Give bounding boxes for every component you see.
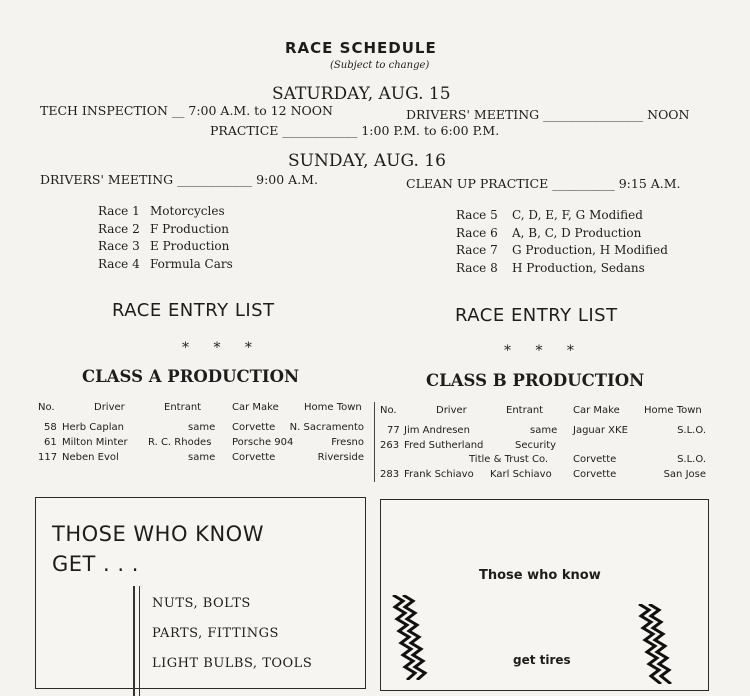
col-driver: Driver (94, 402, 125, 413)
table-row: 117 Neben Evol same Corvette Riverside (38, 452, 364, 463)
cleanup-practice-time: 9:15 A.M. (618, 176, 681, 191)
list-item: Race 1 Motorcycles (98, 204, 225, 218)
ad-left-item: PARTS, FITTINGS (152, 626, 279, 641)
sat-drivers-meeting-leader: ________________ (543, 107, 644, 122)
schedule-title: RACE SCHEDULE (285, 39, 437, 57)
cleanup-practice-line (406, 176, 681, 191)
table-header-left (38, 402, 368, 416)
list-item: Race 7 G Production, H Modified (456, 243, 668, 257)
table-row: 77 Jim Andresen same Jaguar XKE S.L.O. (387, 425, 706, 436)
race-list-left (98, 203, 233, 273)
ad-left-item: NUTS, BOLTS (152, 596, 251, 611)
column-divider (374, 402, 375, 482)
sun-drivers-meeting-label: DRIVERS' MEETING (40, 172, 174, 187)
col-home-town: Home Town (304, 402, 362, 413)
cleanup-practice-leader: __________ (552, 176, 615, 191)
tire-tread-right-icon (635, 604, 675, 684)
list-item: Race 8 H Production, Sedans (456, 260, 645, 275)
race-list-right (456, 207, 668, 277)
class-a-heading: CLASS A PRODUCTION (82, 367, 300, 386)
col-entrant: Entrant (506, 405, 544, 416)
col-no: No. (38, 402, 55, 413)
saturday-heading: SATURDAY, AUG. 15 (272, 84, 451, 104)
sun-drivers-meeting-leader: ____________ (177, 172, 253, 187)
stars-left: * * * (182, 340, 262, 356)
ad-box-left (35, 497, 366, 689)
list-item: Race 2 F Production (98, 221, 229, 236)
sat-drivers-meeting-line (406, 107, 690, 122)
cleanup-practice-label: CLEAN UP PRACTICE (406, 176, 549, 191)
schedule-subtitle: (Subject to change) (330, 60, 430, 71)
stars-right: * * * (504, 343, 584, 359)
col-driver: Driver (436, 405, 467, 416)
practice-label: PRACTICE (210, 123, 279, 138)
col-home-town: Home Town (644, 405, 702, 416)
list-item: Race 5 C, D, E, F, G Modified (456, 208, 643, 222)
tech-inspection-leader: __ (171, 103, 185, 118)
sun-drivers-meeting-line (40, 172, 318, 187)
practice-time: 1:00 P.M. to 6:00 P.M. (361, 123, 500, 138)
entry-list-heading-left: RACE ENTRY LIST (112, 300, 275, 321)
table-row: 283 Frank Schiavo Karl Schiavo Corvette San Jose (380, 469, 706, 480)
ad-right-headline: Those who know (479, 568, 601, 583)
class-b-heading: CLASS B PRODUCTION (426, 371, 645, 390)
ad-left-subline: GET . . . (52, 552, 139, 576)
ad-left-rule-1 (133, 586, 135, 696)
table-row: Title & Trust Co. Corvette S.L.O. (469, 454, 706, 465)
table-row: 58 Herb Caplan same Corvette N. Sacramento (44, 422, 364, 433)
ad-left-item: LIGHT BULBS, TOOLS (152, 656, 313, 671)
practice-leader: ____________ (282, 123, 358, 138)
tech-inspection-time: 7:00 A.M. to 12 NOON (188, 103, 333, 118)
table-header-right (380, 405, 710, 419)
entry-list-heading-right: RACE ENTRY LIST (455, 305, 618, 326)
col-car-make: Car Make (573, 405, 620, 416)
ad-left-headline: THOSE WHO KNOW (52, 522, 264, 546)
sat-drivers-meeting-time: NOON (647, 107, 690, 122)
list-item: Race 6 A, B, C, D Production (456, 225, 642, 240)
sat-drivers-meeting-label: DRIVERS' MEETING (406, 107, 540, 122)
col-car-make: Car Make (232, 402, 279, 413)
practice-line (210, 123, 499, 138)
ad-box-right (380, 499, 709, 691)
list-item: Race 4 Formula Cars (98, 256, 233, 271)
sun-drivers-meeting-time: 9:00 A.M. (256, 172, 318, 187)
col-no: No. (380, 405, 397, 416)
ad-right-subline: get tires (513, 653, 571, 667)
ad-left-rule-2 (139, 586, 140, 696)
table-row: 61 Milton Minter R. C. Rhodes Porsche 904 Fresno (44, 437, 364, 448)
tire-tread-left-icon (389, 595, 429, 680)
list-item: Race 3 E Production (98, 239, 230, 253)
col-entrant: Entrant (164, 402, 202, 413)
tech-inspection-label: TECH INSPECTION (40, 103, 168, 118)
sunday-heading: SUNDAY, AUG. 16 (288, 151, 446, 171)
tech-inspection-line (40, 103, 333, 118)
table-row: 263 Fred Sutherland Security (380, 440, 557, 451)
